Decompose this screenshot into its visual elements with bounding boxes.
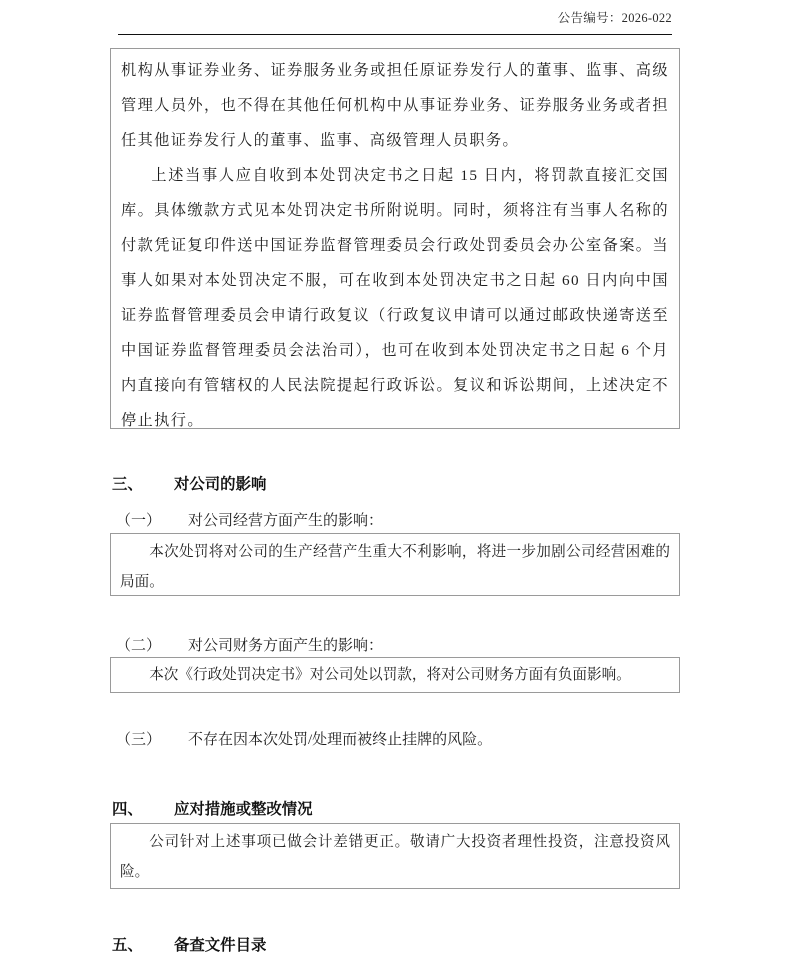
subsection-heading-operating bbox=[116, 509, 383, 530]
subsection-title-operating: 对公司经营方面产生的影响： bbox=[188, 513, 384, 529]
section-heading-documents bbox=[112, 933, 266, 955]
section-number-four: 四、 bbox=[112, 801, 143, 818]
remedy-measures-box bbox=[110, 823, 680, 889]
penalty-decision-box bbox=[110, 48, 680, 429]
penalty-paragraph-2: 上述当事人应自收到本处罚决定书之日起 15 日内，将罚款直接汇交国库。具体缴款方式见本处罚决定书所附说明。同时，须将注有当事人名称的付款凭证复印件送中国证券监督管理委员会行政处罚委员会办公室备案。当事人如果对本处罚决定不服，可在收到本处罚决定书之日起 60 日内向中国证券监督管理委员会申请行政复议（行政复议申请可以通过邮政快递寄送至中国证券监督管理委员会法治司），也可在收到本处罚决定书之日起 6 个月内直接向有管辖权的人民法院提起行政诉讼。复议和诉讼期间，上述决定不停止执行。 bbox=[121, 167, 669, 429]
section-number-three: 三、 bbox=[112, 476, 143, 493]
subsection-title-delisting-risk: 不存在因本次处罚/处理而被终止挂牌的风险。 bbox=[188, 732, 493, 748]
header-divider-rule bbox=[118, 34, 672, 35]
financial-impact-text: 本次《行政处罚决定书》对公司处以罚款，将对公司财务方面有负面影响。 bbox=[149, 667, 631, 683]
section-heading-impact bbox=[112, 472, 266, 494]
subsection-heading-delisting-risk bbox=[116, 728, 492, 749]
subsection-number-two: （二） bbox=[116, 638, 162, 654]
section-heading-remedy bbox=[112, 797, 313, 819]
section-title-remedy: 应对措施或整改情况 bbox=[174, 801, 313, 818]
subsection-number-three: （三） bbox=[116, 732, 162, 748]
operating-impact-box bbox=[110, 533, 680, 596]
remedy-measures-text: 公司针对上述事项已做会计差错更正。敬请广大投资者理性投资，注意投资风险。 bbox=[120, 834, 670, 880]
financial-impact-box bbox=[110, 657, 680, 693]
subsection-title-financial: 对公司财务方面产生的影响： bbox=[188, 638, 384, 654]
notice-number-header: 公告编号：2026-022 bbox=[557, 11, 672, 25]
operating-impact-text: 本次处罚将对公司的生产经营产生重大不利影响，将进一步加剧公司经营困难的局面。 bbox=[120, 544, 670, 590]
section-title-impact: 对公司的影响 bbox=[174, 476, 267, 493]
section-title-documents: 备查文件目录 bbox=[174, 937, 267, 954]
penalty-paragraph-1: 机构从事证券业务、证券服务业务或担任原证券发行人的董事、监事、高级管理人员外，也不得在其他任何机构中从事证券业务、证券服务业务或者担任其他证券发行人的董事、监事、高级管理人员职务。 bbox=[121, 62, 669, 149]
subsection-number-one: （一） bbox=[116, 513, 162, 529]
section-number-five: 五、 bbox=[112, 937, 143, 954]
subsection-heading-financial bbox=[116, 634, 383, 655]
